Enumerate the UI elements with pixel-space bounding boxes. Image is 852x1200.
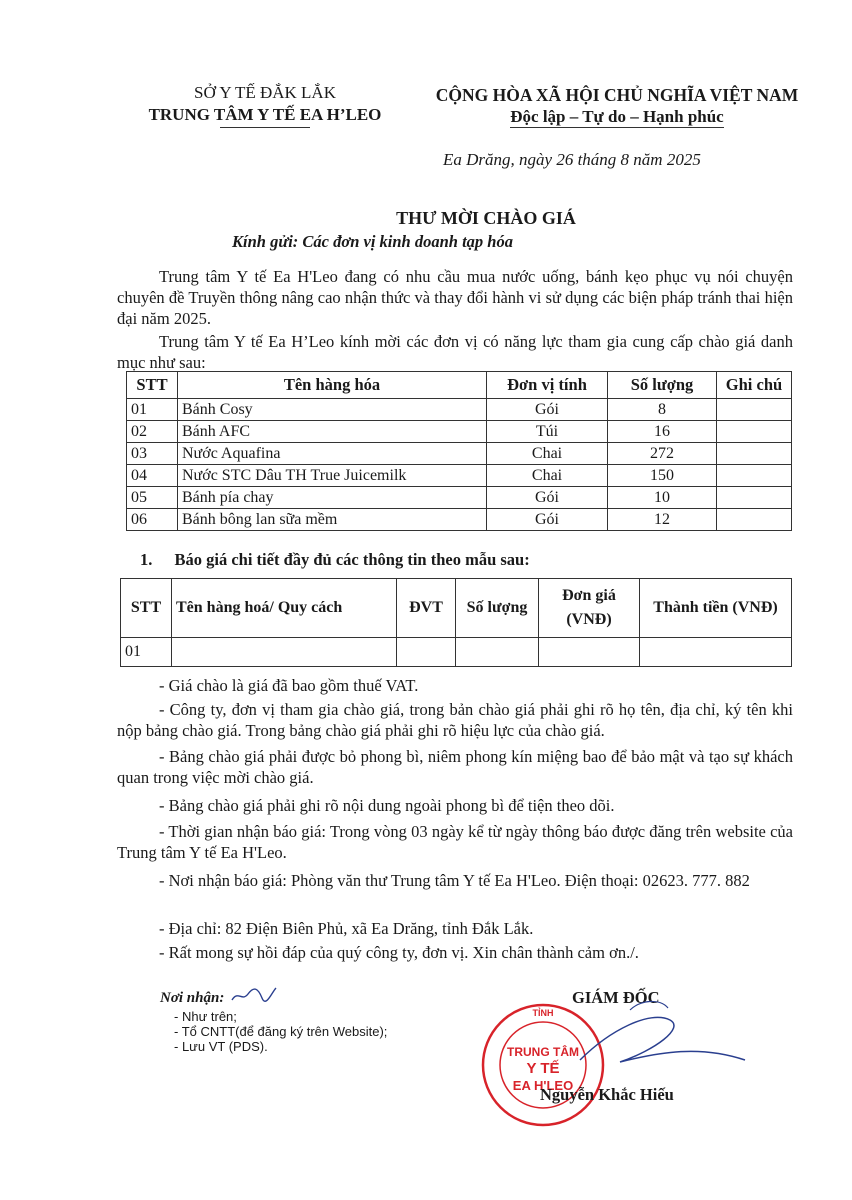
- header-right: [412, 84, 822, 128]
- cell-note: [717, 399, 792, 421]
- qcol-unit: ĐVT: [397, 579, 456, 638]
- cell-qty: 12: [608, 509, 717, 531]
- director-name: Nguyễn Khắc Hiếu: [540, 1085, 674, 1104]
- col-stt: STT: [127, 372, 178, 399]
- cell-name: Bánh pía chay: [178, 487, 487, 509]
- qcell-stt: 01: [121, 638, 172, 667]
- note-envelope: - Bảng chào giá phải được bỏ phong bì, niêm phong kín miệng bao để bảo mật và tạo sự khách quan trong việc mời chào giá.: [117, 747, 793, 787]
- header-left: [120, 82, 410, 128]
- director-title: GIÁM ĐỐC: [572, 988, 660, 1007]
- note-thanks: - Rất mong sự hồi đáp của quý công ty, đơn vị. Xin chân thành cảm ơn./.: [159, 943, 639, 962]
- cell-unit: Túi: [487, 421, 608, 443]
- country-name: CỘNG HÒA XÃ HỘI CHỦ NGHĨA VIỆT NAM: [435, 85, 799, 105]
- table-row: [127, 399, 792, 421]
- svg-text:TỈNH: TỈNH: [532, 1008, 554, 1018]
- cell-stt: 02: [127, 421, 178, 443]
- qcell-price: [539, 638, 640, 667]
- table-row: [127, 487, 792, 509]
- initials-signature: [228, 984, 278, 1006]
- cell-qty: 16: [608, 421, 717, 443]
- col-unit: Đơn vị tính: [487, 372, 608, 399]
- note-address: - Địa chỉ: 82 Điện Biên Phủ, xã Ea Drăng, tỉnh Đắk Lắk.: [159, 919, 534, 938]
- recipient-item-2: - Tổ CNTT(để đăng ký trên Website);: [174, 1024, 388, 1039]
- quote-table-header: [121, 579, 792, 638]
- intro-paragraph-2: Trung tâm Y tế Ea H’Leo kính mời các đơn vị có năng lực tham gia cung cấp chào giá danh mục như sau:: [117, 332, 793, 372]
- doc-title: THƯ MỜI CHÀO GIÁ: [396, 208, 576, 228]
- cell-unit: Chai: [487, 465, 608, 487]
- qcol-total: Thành tiền (VNĐ): [640, 579, 792, 638]
- recipient-line: Kính gửi: Các đơn vị kinh doanh tạp hóa: [232, 232, 513, 251]
- cell-stt: 06: [127, 509, 178, 531]
- cell-name: Bánh AFC: [178, 421, 487, 443]
- cell-name: Bánh Cosy: [178, 399, 487, 421]
- intro-paragraph-1: Trung tâm Y tế Ea H'Leo đang có nhu cầu mua nước uống, bánh kẹo phục vụ nói chuyện chuyên đề Truyền thông nâng cao nhận thức và thay đổi hành vi sử dụng các biện pháp tránh thai hiện đại năm 2025.: [117, 267, 793, 328]
- section1-number: 1.: [140, 550, 153, 569]
- table-row: [121, 638, 792, 667]
- qcell-name: [172, 638, 397, 667]
- place-date: Ea Drăng, ngày 26 tháng 8 năm 2025: [443, 150, 701, 169]
- qcol-price: Đơn giá (VNĐ): [539, 579, 640, 638]
- qcol-stt: STT: [121, 579, 172, 638]
- cell-unit: Gói: [487, 487, 608, 509]
- stamp-line-2: Y TẾ: [526, 1060, 560, 1077]
- note-place: - Nơi nhận báo giá: Phòng văn thư Trung tâm Y tế Ea H'Leo. Điện thoại: 02623. 777. 882: [159, 871, 750, 890]
- cell-note: [717, 421, 792, 443]
- col-name: Tên hàng hóa: [178, 372, 487, 399]
- table-row: [127, 443, 792, 465]
- org-parent: SỞ Y TẾ ĐẮK LẮK: [194, 83, 336, 102]
- cell-stt: 01: [127, 399, 178, 421]
- stamp-line-3: EA H'LEO: [512, 1078, 574, 1093]
- quote-table: [120, 578, 792, 667]
- director-signature: [560, 990, 760, 1100]
- section1-text: Báo giá chi tiết đầy đủ các thông tin theo mẫu sau:: [174, 550, 530, 569]
- cell-note: [717, 509, 792, 531]
- table-row: [127, 509, 792, 531]
- cell-name: Bánh bông lan sữa mềm: [178, 509, 487, 531]
- cell-unit: Chai: [487, 443, 608, 465]
- qcol-name: Tên hàng hoá/ Quy cách: [172, 579, 397, 638]
- cell-qty: 8: [608, 399, 717, 421]
- qcell-unit: [397, 638, 456, 667]
- qcell-qty: [456, 638, 539, 667]
- note-vat: - Giá chào là giá đã bao gồm thuế VAT.: [159, 676, 419, 695]
- org-name: TRUNG TÂM Y TẾ EA H’LEO: [148, 105, 382, 124]
- col-qty: Số lượng: [608, 372, 717, 399]
- note-company: - Công ty, đơn vị tham gia chào giá, trong bản chào giá phải ghi rõ họ tên, địa chỉ, ký tên khi nộp bảng chào giá. Trong bảng chào giá phải ghi rõ hiệu lực của chào giá.: [117, 700, 793, 740]
- section1-heading: [140, 550, 530, 570]
- cell-stt: 05: [127, 487, 178, 509]
- stamp-line-1: TRUNG TÂM: [507, 1045, 579, 1059]
- cell-qty: 10: [608, 487, 717, 509]
- cell-note: [717, 487, 792, 509]
- cell-stt: 04: [127, 465, 178, 487]
- recipient-item-1: - Như trên;: [174, 1009, 237, 1024]
- cell-qty: 272: [608, 443, 717, 465]
- note-outside: - Bảng chào giá phải ghi rõ nội dung ngoài phong bì để tiện theo dõi.: [159, 796, 615, 815]
- cell-unit: Gói: [487, 509, 608, 531]
- motto: Độc lập – Tự do – Hạnh phúc: [510, 107, 724, 126]
- cell-unit: Gói: [487, 399, 608, 421]
- qcol-qty: Số lượng: [456, 579, 539, 638]
- cell-note: [717, 443, 792, 465]
- table-row: [127, 421, 792, 443]
- table-row: [127, 465, 792, 487]
- col-note: Ghi chú: [717, 372, 792, 399]
- cell-note: [717, 465, 792, 487]
- recipients-label: Nơi nhận:: [160, 990, 225, 1006]
- note-time: - Thời gian nhận báo giá: Trong vòng 03 ngày kể từ ngày thông báo được đăng trên website của Trung tâm Y tế Ea H'Leo.: [117, 822, 793, 862]
- qcell-total: [640, 638, 792, 667]
- cell-stt: 03: [127, 443, 178, 465]
- items-table: [126, 371, 792, 531]
- items-table-header: [127, 372, 792, 399]
- recipient-item-3: - Lưu VT (PDS).: [174, 1039, 268, 1054]
- org-underline: [220, 127, 310, 128]
- cell-name: Nước Aquafina: [178, 443, 487, 465]
- cell-qty: 150: [608, 465, 717, 487]
- cell-name: Nước STC Dâu TH True Juicemilk: [178, 465, 487, 487]
